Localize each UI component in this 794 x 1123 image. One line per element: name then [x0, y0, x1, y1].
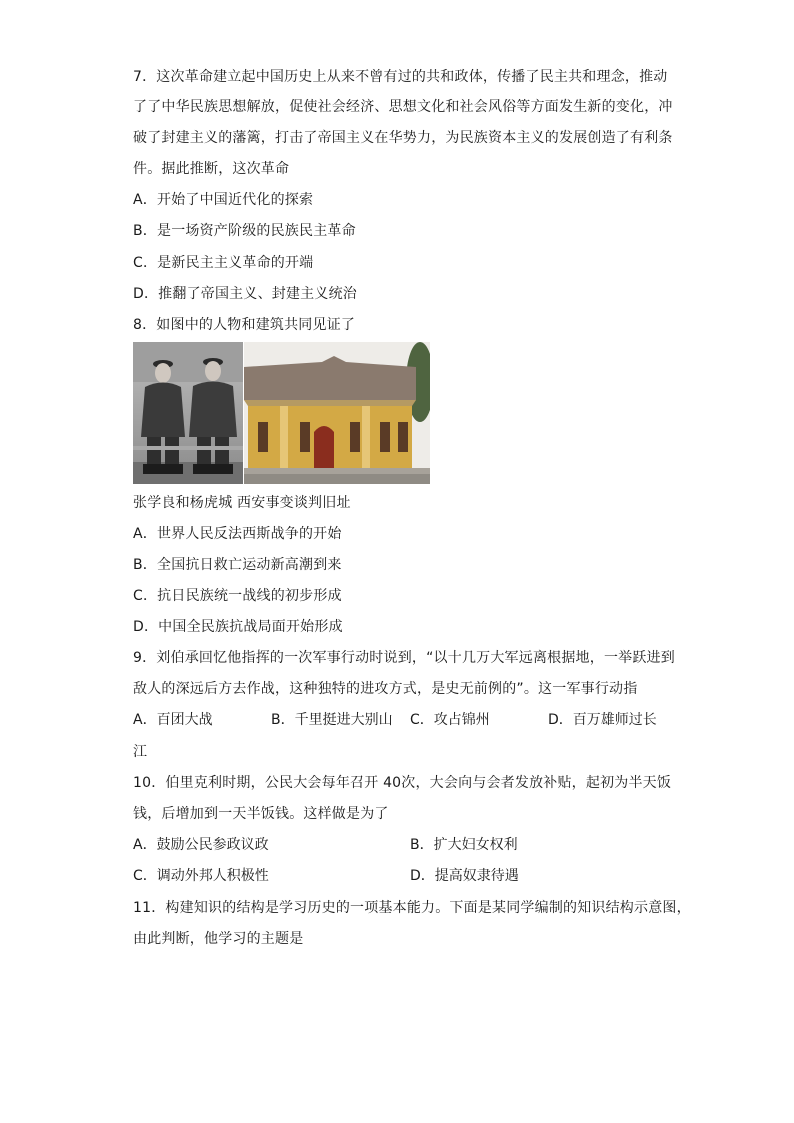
- q7-option-b[interactable]: B．是一场资产阶级的民族民主革命: [133, 223, 356, 239]
- q8-option-a[interactable]: A．世界人民反法西斯战争的开始: [133, 526, 342, 542]
- q9-option-a[interactable]: A．百团大战: [133, 712, 213, 728]
- q7-option-a[interactable]: A．开始了中国近代化的探索: [133, 192, 314, 208]
- q10-option-c[interactable]: C．调动外邦人积极性: [133, 868, 269, 884]
- q10-option-b[interactable]: B．扩大妇女权利: [410, 837, 518, 853]
- q9-option-d[interactable]: D．百万雄师过长: [548, 712, 657, 728]
- q8-option-c[interactable]: C．抗日民族统一战线的初步形成: [133, 588, 342, 604]
- q7-stem-line-3: 破了封建主义的藩篱，打击了帝国主义在华势力，为民族资本主义的发展创造了有利条: [133, 130, 673, 146]
- q7-stem-line-4: 件。据此推断，这次革命: [133, 161, 290, 177]
- q8-image-caption: 张学良和杨虎城 西安事变谈判旧址: [133, 495, 351, 511]
- q9-stem-line-1: 9．刘伯承回忆他指挥的一次军事行动时说到，“以十几万大军远离根据地，一举跃进到: [133, 650, 675, 666]
- q10-option-a[interactable]: A．鼓励公民参政议政: [133, 837, 269, 853]
- q9-option-d-wrap: 江: [133, 744, 148, 760]
- q8-option-d[interactable]: D．中国全民族抗战局面开始形成: [133, 619, 343, 635]
- q8-stem: 8．如图中的人物和建筑共同见证了: [133, 317, 356, 333]
- photo-zhang-yang: [133, 342, 243, 484]
- building-photo-image: [244, 342, 430, 484]
- portrait-photo-image: [133, 342, 243, 484]
- q9-option-b[interactable]: B．千里挺进大别山: [271, 712, 393, 728]
- q7-option-c[interactable]: C．是新民主主义革命的开端: [133, 255, 314, 271]
- q8-option-b[interactable]: B．全国抗日救亡运动新高潮到来: [133, 557, 342, 573]
- q10-option-d[interactable]: D．提高奴隶待遇: [410, 868, 519, 884]
- q10-stem-line-1: 10．伯里克利时期，公民大会每年召开 40次，大会向与会者发放补贴，起初为半天饭: [133, 775, 672, 791]
- q9-stem-line-2: 敌人的深远后方去作战，这种独特的进攻方式，是史无前例的”。这一军事行动指: [133, 681, 638, 697]
- q9-option-c[interactable]: C．攻占锦州: [410, 712, 490, 728]
- q7-stem-line-2: 了了中华民族思想解放，促使社会经济、思想文化和社会风俗等方面发生新的变化，冲: [133, 99, 673, 115]
- q10-stem-line-2: 钱，后增加到一天半饭钱。这样做是为了: [133, 806, 389, 822]
- q11-stem-line-1: 11．构建知识的结构是学习历史的一项基本能力。下面是某同学编制的知识结构示意图，: [133, 900, 691, 916]
- q7-stem-line-1: 7．这次革命建立起中国历史上从来不曾有过的共和政体，传播了民主共和理念，推动: [133, 69, 668, 85]
- q11-stem-line-2: 由此判断，他学习的主题是: [133, 931, 304, 947]
- photo-xian-incident-site: [244, 342, 430, 484]
- q7-option-d[interactable]: D．推翻了帝国主义、封建主义统治: [133, 286, 357, 302]
